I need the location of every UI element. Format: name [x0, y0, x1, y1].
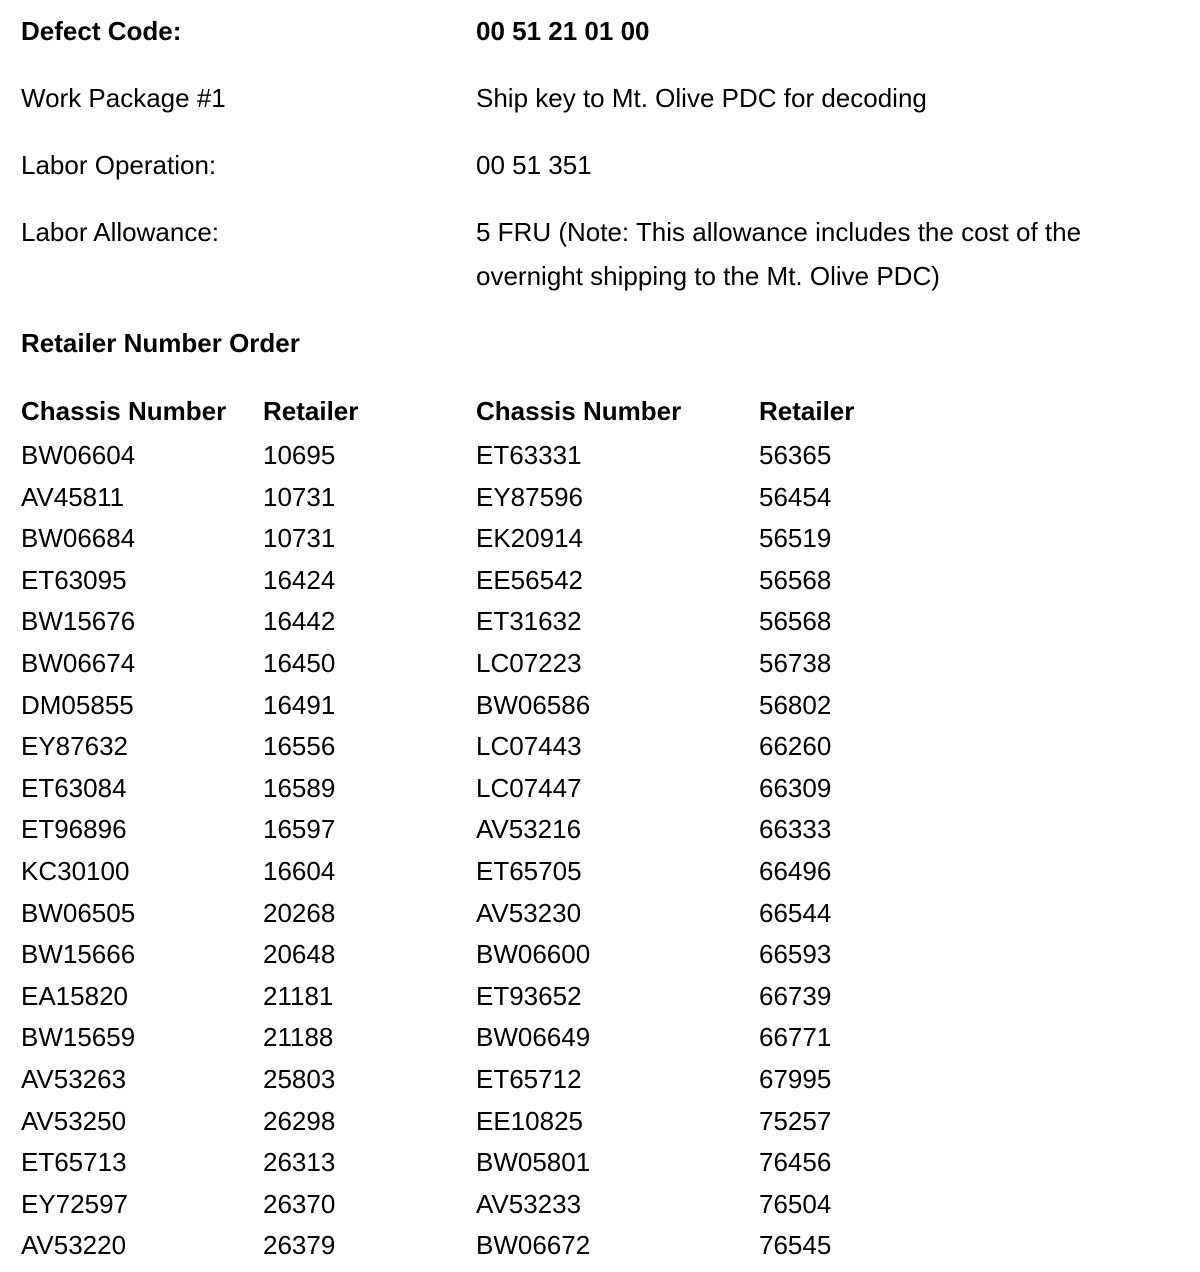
chassis-number-cell: KC30100 — [21, 855, 130, 886]
retailer-cell: 56568 — [759, 564, 832, 595]
retailer-cell: 25803 — [263, 1063, 336, 1094]
header-chassis-number: Chassis Number — [21, 396, 227, 426]
header-chassis-number: Chassis Number — [476, 396, 682, 426]
table-row — [21, 1189, 441, 1231]
labor-operation-value: 00 51 351 — [476, 150, 592, 180]
chassis-number-cell: AV45811 — [21, 481, 125, 512]
chassis-number-cell: BW06674 — [21, 647, 136, 678]
chassis-number-cell: EY87632 — [21, 731, 128, 762]
chassis-number-cell: BW06604 — [21, 440, 136, 470]
chassis-number-cell: AV53233 — [476, 1188, 582, 1219]
table-row — [476, 523, 896, 565]
retailer-cell: 66309 — [759, 772, 832, 803]
retailer-cell: 16491 — [263, 689, 336, 720]
section-title: Retailer Number Order — [21, 328, 300, 358]
retailer-cell: 66739 — [759, 980, 832, 1011]
chassis-number-cell: AV53263 — [21, 1063, 127, 1094]
table-row — [21, 523, 441, 565]
table-row — [21, 482, 441, 524]
chassis-number-cell: AV53216 — [476, 814, 582, 845]
retailer-cell: 16442 — [263, 606, 336, 637]
chassis-number-cell: BW06600 — [476, 939, 591, 970]
chassis-number-cell: ET31632 — [476, 606, 582, 637]
table-row — [21, 981, 441, 1023]
retailer-cell: 76504 — [759, 1188, 832, 1219]
table-row — [476, 1022, 896, 1064]
defect-code-label: Defect Code: — [21, 16, 182, 46]
chassis-number-cell: ET63084 — [21, 772, 127, 803]
retailer-cell: 26298 — [263, 1105, 336, 1136]
chassis-number-cell: BW06684 — [21, 523, 136, 554]
table-row — [21, 856, 441, 898]
retailer-cell: 16589 — [263, 772, 336, 803]
retailer-cell: 66496 — [759, 855, 832, 886]
chassis-number-cell: BW06586 — [476, 689, 591, 720]
table-row — [476, 814, 896, 856]
table-row — [476, 939, 896, 981]
chassis-number-cell: BW06649 — [476, 1022, 591, 1053]
retailer-table-left — [21, 396, 441, 1272]
chassis-number-cell: EE56542 — [476, 564, 583, 595]
chassis-number-cell: LC07447 — [476, 772, 582, 803]
chassis-number-cell: BW15659 — [21, 1022, 136, 1053]
labor-allowance-value: 5 FRU (Note: This allowance includes the cost of the overnight shipping to the Mt. Olive PDC) — [476, 217, 1082, 291]
table-row — [476, 898, 896, 940]
retailer-cell: 56365 — [759, 440, 832, 470]
table-row — [21, 814, 441, 856]
retailer-cell: 76456 — [759, 1147, 832, 1178]
table-row — [476, 773, 896, 815]
table-row — [476, 1230, 896, 1272]
chassis-number-cell: BW06505 — [21, 897, 136, 928]
table-row — [476, 606, 896, 648]
retailer-cell: 16450 — [263, 647, 336, 678]
table-row — [21, 1147, 441, 1189]
retailer-cell: 66544 — [759, 897, 832, 928]
header-retailer: Retailer — [263, 396, 359, 426]
table-row — [21, 606, 441, 648]
chassis-number-cell: LC07443 — [476, 731, 582, 762]
chassis-number-cell: ET96896 — [21, 814, 127, 845]
table-row — [21, 648, 441, 690]
chassis-number-cell: EY72597 — [21, 1188, 128, 1219]
table-row — [476, 1064, 896, 1106]
chassis-number-cell: DM05855 — [21, 689, 134, 720]
table-row — [476, 482, 896, 524]
work-package-value: Ship key to Mt. Olive PDC for decoding — [476, 83, 927, 113]
header-retailer: Retailer — [759, 396, 855, 426]
chassis-number-cell: AV53230 — [476, 897, 582, 928]
table-row — [476, 440, 896, 482]
table-row — [21, 898, 441, 940]
chassis-number-cell: BW06672 — [476, 1230, 591, 1261]
table-row — [476, 1189, 896, 1231]
retailer-cell: 75257 — [759, 1105, 832, 1136]
table-row — [21, 773, 441, 815]
retailer-cell: 21181 — [263, 980, 334, 1011]
retailer-cell: 20648 — [263, 939, 336, 970]
retailer-cell: 66260 — [759, 731, 832, 762]
retailer-cell: 16556 — [263, 731, 336, 762]
retailer-cell: 56454 — [759, 481, 832, 512]
table-row — [21, 1106, 441, 1148]
chassis-number-cell: EE10825 — [476, 1105, 583, 1136]
chassis-number-cell: ET63331 — [476, 440, 582, 470]
table-row — [476, 981, 896, 1023]
table-body — [21, 440, 441, 1272]
table-row — [476, 1106, 896, 1148]
retailer-cell: 66771 — [759, 1022, 832, 1053]
table-row — [476, 731, 896, 773]
labor-operation-label: Labor Operation: — [21, 150, 217, 180]
retailer-cell: 66333 — [759, 814, 832, 845]
retailer-cell: 76545 — [759, 1230, 832, 1261]
retailer-table-right — [476, 396, 896, 1272]
table-row — [21, 565, 441, 607]
table-row — [476, 565, 896, 607]
table-row — [476, 1147, 896, 1189]
chassis-number-cell: ET65705 — [476, 855, 582, 886]
table-row — [476, 648, 896, 690]
chassis-number-cell: EA15820 — [21, 980, 128, 1011]
chassis-number-cell: AV53220 — [21, 1230, 127, 1261]
retailer-cell: 16597 — [263, 814, 336, 845]
retailer-cell: 67995 — [759, 1063, 832, 1094]
retailer-cell: 10731 — [263, 523, 336, 554]
defect-code-value: 00 51 21 01 00 — [476, 16, 650, 46]
chassis-number-cell: EK20914 — [476, 523, 583, 554]
retailer-cell: 20268 — [263, 897, 336, 928]
retailer-cell: 56568 — [759, 606, 832, 637]
retailer-cell: 26379 — [263, 1230, 336, 1261]
chassis-number-cell: ET65713 — [21, 1147, 127, 1178]
chassis-number-cell: ET65712 — [476, 1063, 582, 1094]
table-row — [21, 440, 441, 482]
retailer-cell: 10731 — [263, 481, 336, 512]
table-row — [476, 690, 896, 732]
retailer-cell: 66593 — [759, 939, 832, 970]
retailer-cell: 16424 — [263, 564, 336, 595]
retailer-cell: 16604 — [263, 855, 336, 886]
table-header — [476, 396, 896, 440]
table-row — [21, 1064, 441, 1106]
table-row — [21, 1022, 441, 1064]
chassis-number-cell: AV53250 — [21, 1105, 127, 1136]
table-row — [21, 939, 441, 981]
table-row — [21, 731, 441, 773]
chassis-number-cell: BW05801 — [476, 1147, 591, 1178]
table-row — [21, 690, 441, 732]
chassis-number-cell: ET63095 — [21, 564, 127, 595]
retailer-cell: 56519 — [759, 523, 832, 554]
retailer-cell: 26313 — [263, 1147, 336, 1178]
chassis-number-cell: BW15676 — [21, 606, 136, 637]
chassis-number-cell: EY87596 — [476, 481, 583, 512]
table-row — [21, 1230, 441, 1272]
chassis-number-cell: ET93652 — [476, 980, 582, 1011]
retailer-cell: 10695 — [263, 440, 336, 470]
table-body — [476, 440, 896, 1272]
retailer-cell: 56738 — [759, 647, 832, 678]
table-header — [21, 396, 441, 440]
chassis-number-cell: LC07223 — [476, 647, 582, 678]
chassis-number-cell: BW15666 — [21, 939, 136, 970]
retailer-cell: 56802 — [759, 689, 832, 720]
work-package-label: Work Package #1 — [21, 83, 226, 113]
labor-allowance-label: Labor Allowance: — [21, 217, 220, 247]
retailer-cell: 26370 — [263, 1188, 336, 1219]
retailer-cell: 21188 — [263, 1022, 334, 1053]
table-row — [476, 856, 896, 898]
